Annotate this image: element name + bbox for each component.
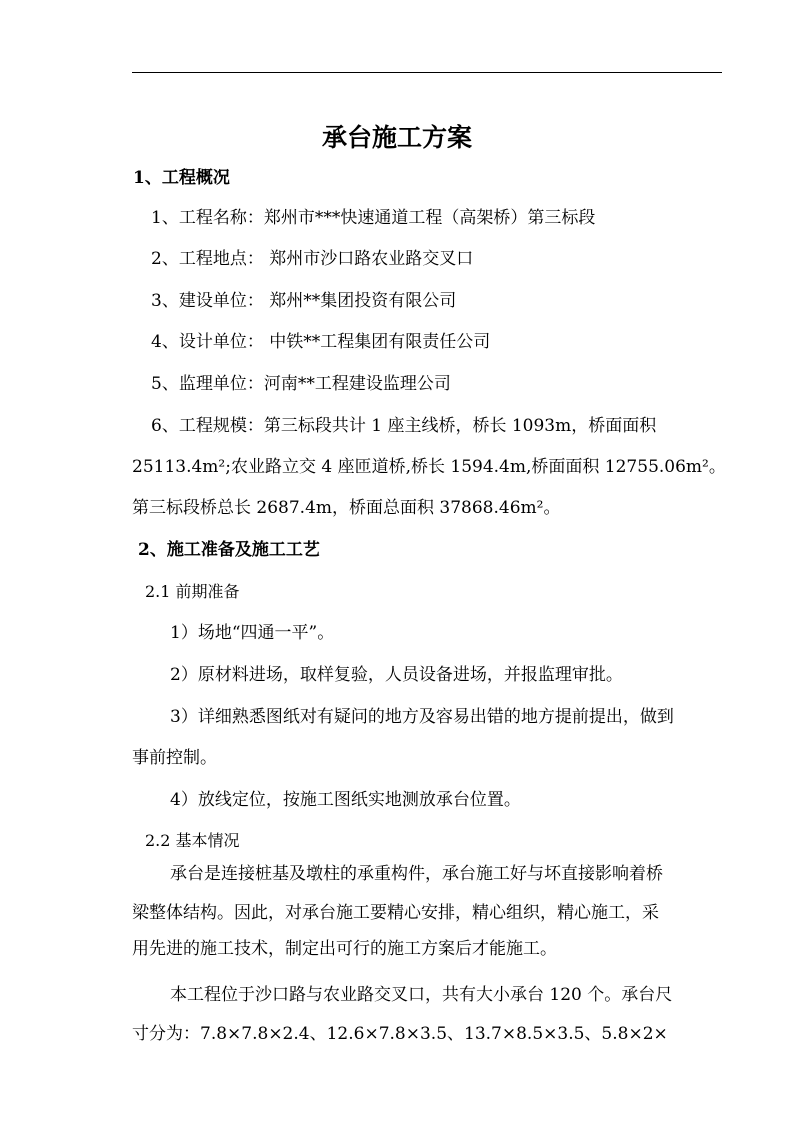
basic-line-4: 本工程位于沙口路与农业路交叉口，共有大小承台 120 个。承台尺 bbox=[170, 985, 673, 1005]
project-location-line: 2、工程地点： 郑州市沙口路农业路交叉口 bbox=[151, 249, 474, 269]
prep-line-1: 1）场地“四通一平”。 bbox=[170, 623, 335, 643]
owner-line: 3、建设单位： 郑州**集团投资有限公司 bbox=[151, 291, 457, 311]
scale-line-3: 第三标段桥总长 2687.4m，桥面总面积 37868.46m²。 bbox=[132, 498, 561, 518]
supervisor-line: 5、监理单位：河南**工程建设监理公司 bbox=[151, 374, 451, 394]
subsection-2-2-heading: 2.2 基本情况 bbox=[145, 831, 240, 850]
page-title: 承台施工方案 bbox=[321, 123, 472, 152]
prep-line-3: 3）详细熟悉图纸对有疑问的地方及容易出错的地方提前提出，做到 bbox=[170, 707, 674, 727]
scale-line-2: 25113.4m²;农业路立交 4 座匝道桥,桥长 1594.4m,桥面面积 12755.06m²。 bbox=[132, 457, 726, 477]
prep-line-2: 2）原材料进场，取样复验，人员设备进场，并报监理审批。 bbox=[170, 665, 623, 685]
section-1-heading: 1、工程概况 bbox=[133, 168, 230, 188]
basic-line-1: 承台是连接桩基及墩柱的承重构件，承台施工好与坏直接影响着桥 bbox=[170, 864, 663, 884]
scale-line-1: 6、工程规模：第三标段共计 1 座主线桥，桥长 1093m，桥面面积 bbox=[151, 416, 657, 436]
designer-line: 4、设计单位： 中铁**工程集团有限责任公司 bbox=[151, 332, 491, 352]
subsection-2-1-heading: 2.1 前期准备 bbox=[145, 582, 240, 601]
project-name-line: 1、工程名称：郑州市***快速通道工程（高架桥）第三标段 bbox=[151, 208, 596, 228]
header-rule bbox=[132, 72, 722, 73]
prep-line-4: 事前控制。 bbox=[132, 748, 217, 768]
prep-line-5: 4）放线定位，按施工图纸实地测放承台位置。 bbox=[170, 790, 521, 810]
basic-line-2: 梁整体结构。因此，对承台施工要精心安排，精心组织，精心施工，采 bbox=[132, 903, 659, 923]
basic-line-3: 用先进的施工技术，制定出可行的施工方案后才能施工。 bbox=[132, 939, 557, 959]
basic-line-5: 寸分为：7.8×7.8×2.4、12.6×7.8×3.5、13.7×8.5×3.5、5.8×2× bbox=[132, 1024, 668, 1044]
section-2-heading: 2、施工准备及施工工艺 bbox=[138, 540, 320, 560]
